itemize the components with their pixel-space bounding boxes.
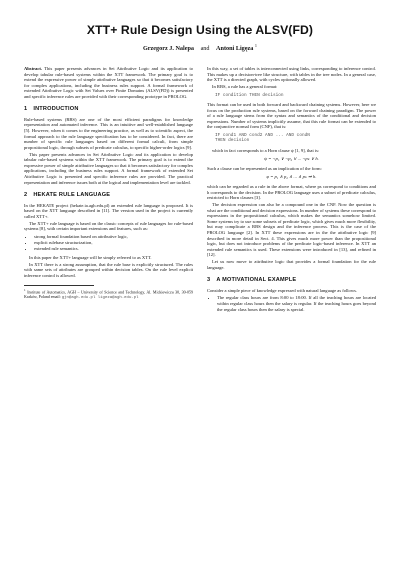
list-item: • The regular class hours are from 8:00 to 18:00. If all the teaching hours are located within regular class hours then the salary is regular. If the teaching hours goes beyond the regular class hours then the salary is special.: [217, 295, 376, 312]
paper-title: XTT+ Rule Design Using the ALSV(FD): [86, 23, 314, 37]
author-separator: and: [200, 45, 210, 53]
paragraph: In this paper the XTT+ language will be simply referred to as XTT.: [29, 254, 152, 260]
paragraph: which in fact corresponds to a Horn clause ψ [1, 9], that is:: [212, 147, 320, 153]
feature-list: [24, 234, 193, 252]
author-2: Antoni Ligęza: [216, 45, 254, 53]
author-1: Grzegorz J. Nalepa: [142, 45, 195, 53]
list-item: • extended rule semantics.: [34, 246, 193, 252]
author-footnote-mark: 1: [254, 43, 257, 48]
footnote-email: gjn@agh.edu.pl ligeza@agh.edu.pl: [61, 295, 139, 300]
footnote: $^1$ Institute of Automatics, AGH – University of Science and Technology, Al. Mickiewicza 30, 30-059 Kraków, Poland email: gjn@agh.edu.pl ligeza@agh.edu.pl: [24, 287, 193, 300]
paragraph: Let us now move to attributive logic that provides a formal foundation for the rule language.: [207, 259, 376, 270]
code-rule-format: IF condition THEN decision: [215, 92, 284, 98]
example-list: [207, 295, 376, 312]
footnote-rule: [24, 285, 94, 286]
paragraph: Rule-based systems (RBS) are one of the most efficient paradigms for knowledge representation and automated inference. This is an intuitive and well-established language [5]. However, when it comes to the engineering practice, as well as to scientific aspect, the formal approach to the rule language specification has to be considered. In fact, there are number of specific rule languages based on different formal calculi, from simple propositional logic, through subsets of predicate calculus, to specific higher-order logics [9].: [24, 116, 193, 150]
left-column: [24, 66, 193, 315]
paragraph: The XTT+ rule language is based on the classic concepts of rule languages for rule-based systems [8], with certain important extensions and features, such as:: [24, 220, 193, 232]
paragraph: In XTT there is a strong assumption, that the rule base is explicitly structured. The rules with same sets of attributes are grouped within decision tables. On the rule level explicit inference control is allowed.: [24, 261, 193, 278]
paragraph: The decision expression can also be a compound one in the CNF. Now the question is what are the conditional and decision expressions. In number of systems these correspond to expressions in the propositional calculus, which makes the semantics somehow limited. Some systems try to use some subsets of predicate logic, which gives much more flexibility, but may complicate a RBS design and the inference process. This is the case of the PROLOG language [2]. In XTT these expressions are in the the attributive logic [9] described in more detail in Sect. 4. This gives much more power than the propositional logic, but does not introduce problems of the predicate logic-based inference. In XTT an extended rule semantics is used. These extensions were introduced in [13], and refined in [12].: [207, 202, 376, 258]
paragraph: In RBS, a rule has a general format:: [212, 84, 278, 90]
section-heading-introduction: 1 INTRODUCTION: [24, 106, 79, 113]
code-cnf-format: IF cond1 AND cond2 AND ... AND condN THEN decision: [215, 132, 310, 144]
section-heading-motivational-example: 3 A MOTIVATIONAL EXAMPLE: [207, 277, 297, 284]
equation-implication: φ = p₁ ∧ p₂ ∧ ... ∧ pₖ ⇒ h.: [266, 174, 317, 180]
paragraph: Such a clause can be represented as an implication of the form:: [207, 165, 322, 171]
list-item: • explicit rulebase structurization,: [34, 240, 193, 246]
two-column-body: [24, 66, 376, 315]
abstract-text: This paper presents advances in Set Attributive Logic and its application to develop tabular rule-based systems within the XTT framework. The primary goal is to extend the expressive power of simple attributive languages so that it becomes satisfactory for complex applications, including the business rules support. A formal framework of extended Attributive Logic with Set Values over Finite Domains (ALSV(FD)) is presented and specific inference rules are provided with their corresponding prototype in PROLOG.: [24, 66, 193, 99]
paragraph: This format can be used in both forward and backward chaining systems. However, here we focus on the production rule systems, based on the forward chaining paradigm. The power of a rule language stems from the syntax and semantics of the conditional and decision expressions. Number of systems implicitly assume, that this rule format can be extended to the conjunctive normal form (CNF), that is:: [207, 102, 376, 130]
section-heading-hekate: 2 HEKATE RULE LANGUAGE: [24, 192, 111, 199]
right-column: [207, 66, 376, 315]
paragraph: In the HEKATE project (hekate.ia.agh.edu.pl) an extended rule language is proposed. It is based on the XTT language described in [11]. The version used in the project is currently called XTT+.: [24, 202, 193, 219]
abstract: [24, 66, 193, 99]
author-line: [24, 43, 376, 52]
paragraph: In this way, a set of tables is interconnected using links, corresponding to inference control. This makes up a decision-tree like structure, with tables in the tree nodes. In a general case, the XTT is a directed graph, with cycles optionally allowed.: [207, 66, 376, 83]
equation-horn-clause: ψ = ¬p₁ ∨ ¬p₂ ∨ ... ¬pₖ ∨ h.: [264, 156, 319, 162]
paragraph: This paper presents advances in Set Attributive Logic and its application to develop tabular rule-based systems within the XTT framework. The primary goal is to extend the expressive power of simple attributive languages so that it becomes satisfactory for complex applications, including the business rules support. A formal framework of extended Set Attributive Logic is presented and specific inference rules are provided. The practical representation and inference issues both at the logical and implementation level are tackled.: [24, 151, 193, 185]
list-item: • strong formal foundation based on attributive logic,: [34, 234, 193, 240]
abstract-label: Abstract.: [24, 66, 43, 72]
paragraph: Consider a simple piece of knowledge expressed with natural language as follows.: [207, 287, 358, 293]
paragraph: which can be regarded as a rule in the above format, where ps correspond to conditions and h corresponds to the decision. In the PROLOG language uses a subset of predicate calculus, restricted to Horn clauses [3].: [207, 183, 376, 201]
